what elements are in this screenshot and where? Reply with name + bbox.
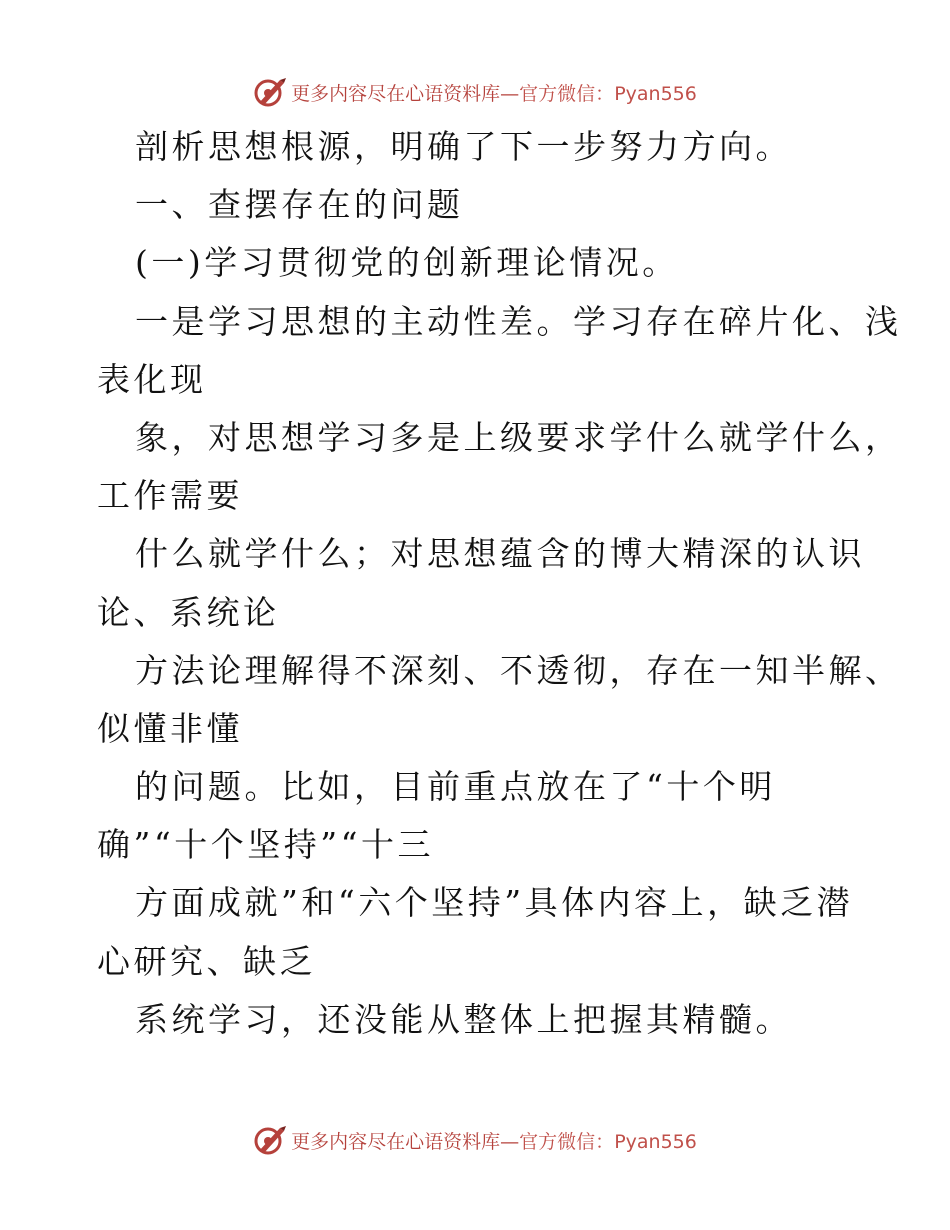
footer-wechat-label: 官方微信： [519,1130,615,1153]
body-line: 心研究、缺乏 [97,941,316,981]
body-line: 系统学习，还没能从整体上把握其精髓。 [135,999,792,1039]
body-line: 方法论理解得不深刻、不透彻，存在一知半解、 [135,650,902,690]
body-line: 似懂非懂 [97,708,243,748]
footer-site-name: 更多内容尽在心语资料库 [291,1130,501,1153]
body-line: 确”“十个坚持”“十三 [97,825,434,865]
footer-banner [0,1120,950,1160]
body-line: 一是学习思想的主动性差。学习存在碎片化、浅 [135,301,902,341]
footer-text [291,1127,697,1154]
body-line: 论、系统论 [97,592,280,632]
body-line: 工作需要 [97,476,243,516]
body-line: 的问题。比如，目前重点放在了“十个明 [135,767,776,807]
body-line: 方面成就”和“六个坚持”具体内容上，缺乏潜 [135,883,854,923]
body-line: 什么就学什么；对思想蕴含的博大精深的认识 [135,534,865,574]
header-text [291,79,697,106]
body-line: 一、查摆存在的问题 [135,185,464,225]
header-site-name: 更多内容尽在心语资料库 [291,82,501,105]
footer-wechat-id: Pyan556 [614,1130,697,1153]
body-line: 剖析思想根源，明确了下一步努力方向。 [135,127,792,166]
body-line: 象，对思想学习多是上级要求学什么就学什么， [135,417,902,457]
header-wechat-label: 官方微信： [519,82,615,105]
body-line: 表化现 [97,359,207,399]
body-line: (一)学习贯彻党的创新理论情况。 [135,243,679,283]
pen-logo-icon [253,1123,287,1157]
footer-dash: — [500,1130,520,1153]
document-body [97,118,902,1049]
header-wechat-id: Pyan556 [614,82,697,105]
pen-logo-icon [253,75,287,109]
header-banner [0,72,950,112]
header-dash: — [500,82,520,105]
